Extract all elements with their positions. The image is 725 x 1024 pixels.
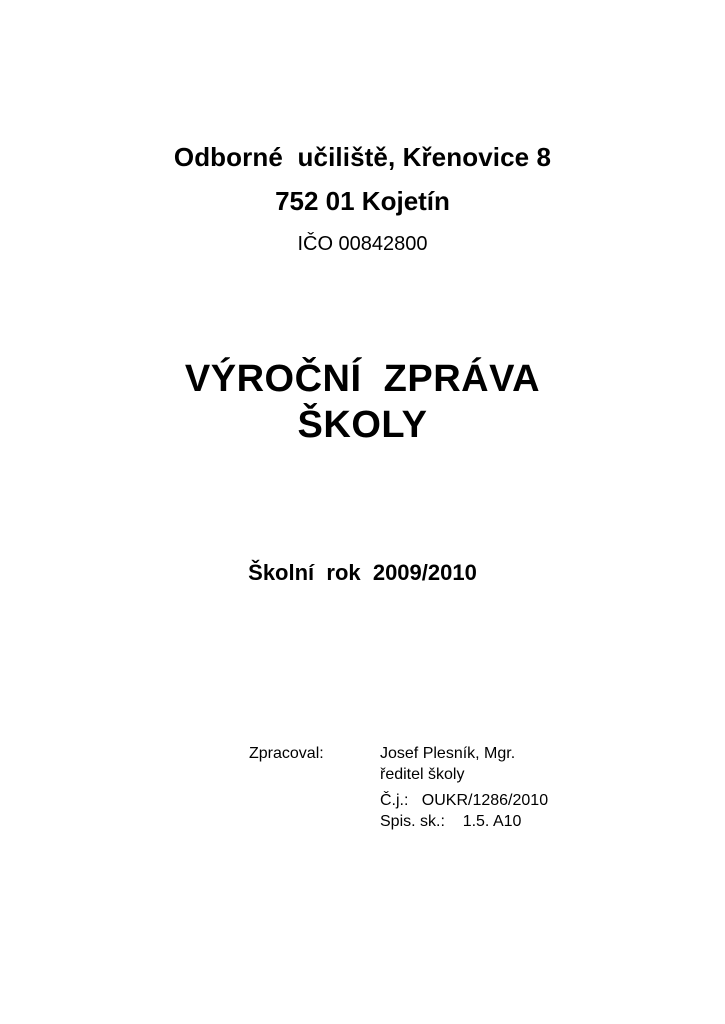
prepared-by-label: Zpracoval: (249, 745, 324, 762)
school-year: Školní rok 2009/2010 (248, 560, 477, 585)
author-role: ředitel školy (380, 766, 465, 783)
school-name: Odborné učiliště, Křenovice 8 (173, 142, 552, 172)
author-name: Josef Plesník, Mgr. (380, 745, 516, 762)
reference-number: Č.j.: OUKR/1286/2010 (380, 792, 549, 809)
school-ico: IČO 00842800 (297, 233, 428, 255)
document-title-line-1: VÝROČNÍ ZPRÁVA (184, 358, 541, 400)
document-title-line-2: ŠKOLY (297, 404, 428, 446)
file-mark: Spis. sk.: 1.5. A10 (380, 813, 522, 830)
school-address: 752 01 Kojetín (275, 186, 450, 216)
